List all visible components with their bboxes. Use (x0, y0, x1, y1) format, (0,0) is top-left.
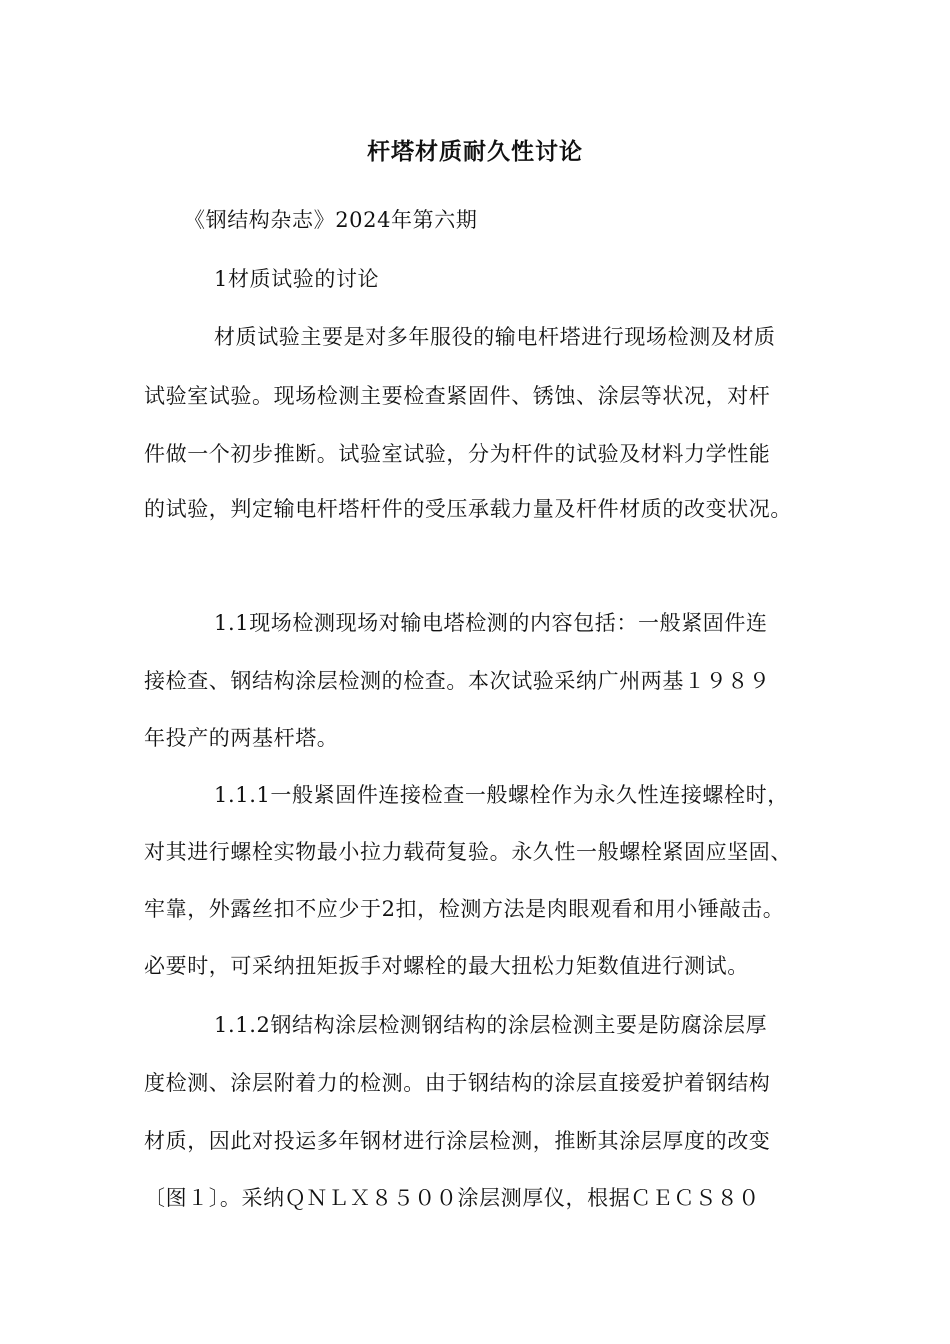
paragraph-line: 的试验，判定输电杆塔杆件的受压承载力量及杆件材质的改变状况。 (144, 497, 792, 521)
paragraph-line: 件做一个初步推断。试验室试验，分为杆件的试验及材料力学性能 (144, 442, 771, 466)
paragraph-line: 试验室试验。现场检测主要检查紧固件、锈蚀、涂层等状况，对杆 (144, 384, 771, 408)
paragraph-line: 1.1.2钢结构涂层检测钢结构的涂层检测主要是防腐涂层厚 (214, 1013, 768, 1037)
paragraph-line: 1.1.1一般紧固件连接检查一般螺栓作为永久性连接螺栓时， (214, 783, 789, 807)
paragraph-line: 对其进行螺栓实物最小拉力载荷复验。永久性一般螺栓紧固应坚固、 (144, 840, 792, 864)
paragraph-line: 必要时，可采纳扭矩扳手对螺栓的最大扭松力矩数值进行测试。 (144, 954, 749, 978)
paragraph-line: 1.1现场检测现场对输电塔检测的内容包括：一般紧固件连 (214, 611, 768, 635)
paragraph-line: 接检查、钢结构涂层检测的检查。本次试验采纳广州两基１９８９ (144, 669, 771, 693)
paragraph-line: 〔图１〕。采纳ＱＮＬＸ８５００涂层测厚仪，根据ＣＥＣＳ８０ (144, 1186, 760, 1210)
paragraph-line: 年投产的两基杆塔。 (144, 726, 339, 750)
paragraph-line: 度检测、涂层附着力的检测。由于钢结构的涂层直接爱护着钢结构 (144, 1071, 771, 1095)
paragraph-line: 材质，因此对投运多年钢材进行涂层检测，推断其涂层厚度的改变 (144, 1129, 771, 1153)
section-heading-1: 1材质试验的讨论 (214, 267, 380, 291)
paragraph-line: 牢靠，外露丝扣不应少于2扣，检测方法是肉眼观看和用小锤敲击。 (144, 897, 785, 921)
paragraph-line: 材质试验主要是对多年服役的输电杆塔进行现场检测及材质 (214, 325, 776, 349)
document-title: 杆塔材质耐久性讨论 (367, 138, 583, 165)
journal-source-line: 《钢结构杂志》2024年第六期 (184, 208, 478, 232)
